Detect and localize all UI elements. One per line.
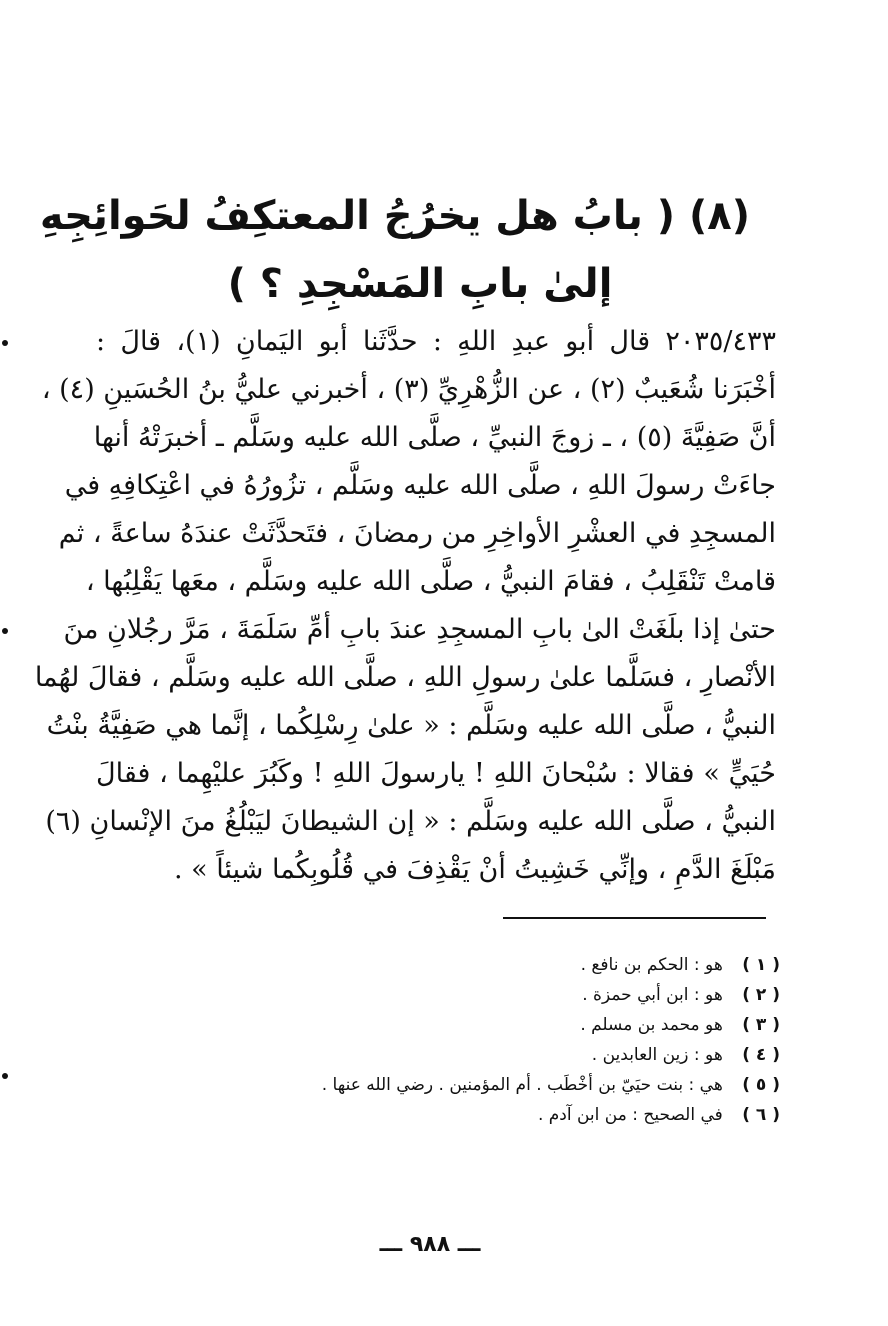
footnote [180, 1070, 780, 1100]
footnote [180, 1100, 780, 1130]
footnote [180, 1010, 780, 1040]
hadith-line: حتىٰ إذا بلَغَتْ الىٰ بابِ المسجِدِ عندَ بابِ أمِّ سَلَمَةَ ، مَرَّ رجُلانِ منَ [63, 614, 776, 645]
footnote-text: هو : الحكم بن نافع . [580, 955, 723, 975]
margin-mark [2, 1073, 8, 1079]
hadith-line: أخْبَرَنا شُعَيبٌ (٢) ، عن الزُّهْرِيِّ (٣) ، أخبرني عليُّ بنُ الحُسَينِ (٤) ، [41, 374, 776, 405]
hadith-text [34, 318, 777, 894]
margin-mark [2, 340, 8, 346]
page-number: ـــ ٩٨٨ ـــ [379, 1232, 481, 1257]
hadith-line: جاءَتْ رسولَ اللهِ ، صلَّى الله عليه وسَلَّم ، تزُورُهُ في اعْتِكافِهِ في [64, 470, 776, 501]
hadith-line: حُيَيٍّ » فقالا : سُبْحانَ اللهِ ! يارسولَ اللهِ ! وكَبُرَ عليْهِما ، فقالَ [96, 758, 776, 789]
hadith-line: قامتْ تَنْقَلِبُ ، فقامَ النبيُّ ، صلَّى الله عليه وسَلَّم ، معَها يَقْلِبُها ، [85, 566, 776, 597]
hadith-line: النبيُّ ، صلَّى الله عليه وسَلَّم : « علىٰ رِسْلِكُما ، إنَّما هي صَفِيَّةُ بنْتُ [46, 710, 776, 741]
footnote-number: ( ٥ ) [742, 1075, 780, 1095]
footnote-separator [503, 917, 766, 919]
footnote-text: هو : ابن أبي حمزة . [582, 985, 723, 1005]
footnote-text: هي : بنت حيَيّ بن أخْطَب . أم المؤمنين . رضي الله عنها . [321, 1075, 723, 1095]
hadith-line: الأنْصارِ ، فسَلَّما علىٰ رسولِ اللهِ ، صلَّى الله عليه وسَلَّم ، فقالَ لهُما [34, 662, 776, 693]
footnote-text: هو : زين العابدين . [591, 1045, 723, 1065]
footnote [180, 1040, 780, 1070]
hadith-line: النبيُّ ، صلَّى الله عليه وسَلَّم : « إن الشيطانَ ليَبْلُغُ منَ الإنْسانِ (٦) [45, 806, 776, 837]
hadith-line: ٢٠٣٥/٤٣٣ قال أبو عبدِ اللهِ : حدَّثَنا أبو اليَمانِ (١)، قالَ : [96, 326, 777, 357]
chapter-heading-line-1: (٨) ( بابُ هل يخرُجُ المعتكِفُ لحَوائِجِهِ [39, 193, 750, 239]
footnote [180, 980, 780, 1010]
hadith-line: أنَّ صَفِيَّةَ (٥) ، ـ زوجَ النبيِّ ، صلَّى الله عليه وسَلَّم ـ أخبرَتْهُ أنها [93, 422, 776, 453]
hadith-line: مَبْلَغَ الدَّمِ ، وإنِّي خَشِيتُ أنْ يَقْذِفَ في قُلُوبِكُما شيئاً » . [173, 854, 776, 885]
footnote-number: ( ٤ ) [742, 1045, 780, 1065]
footnote-number: ( ٣ ) [742, 1015, 780, 1035]
footnotes [180, 950, 780, 1130]
chapter-heading-line-2: إلىٰ بابِ المَسْجِدِ ؟ ) [227, 261, 613, 307]
footnote-number: ( ٦ ) [742, 1105, 780, 1125]
footnote-number: ( ٢ ) [742, 985, 780, 1005]
footnote-text: هو محمد بن مسلم . [580, 1015, 723, 1035]
footnote [180, 950, 780, 980]
chapter-heading [39, 182, 750, 318]
hadith-line: المسجِدِ في العشْرِ الأواخِرِ من رمضانَ ، فتَحدَّثَتْ عندَهُ ساعةً ، ثم [58, 518, 776, 549]
margin-mark [2, 628, 8, 634]
footnote-text: في الصحيح : من ابن آدم . [537, 1105, 723, 1125]
footnote-number: ( ١ ) [742, 955, 780, 975]
